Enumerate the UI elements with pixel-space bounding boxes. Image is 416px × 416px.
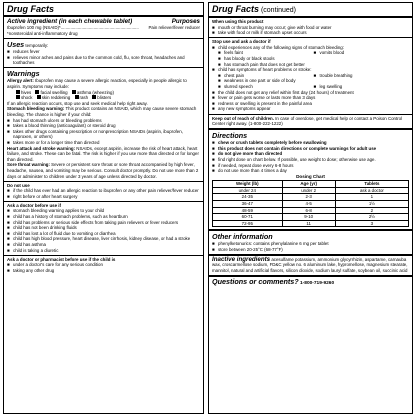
heart-sign: ■ slurred speech	[218, 84, 314, 90]
uses-item: ■ relieves minor aches and pains due to the common cold, flu, sore throat, headaches and toothaches	[7, 55, 200, 66]
dosing-row	[213, 187, 409, 194]
symptom: rash	[79, 95, 89, 101]
dosing-cell: 9-10	[282, 214, 335, 221]
directions-item: ■ do not give more than directed	[212, 151, 409, 157]
inactive-section	[209, 256, 412, 277]
bleeding-sign: ■ has stomach pain that does not get better	[218, 62, 409, 68]
heart-text: NSAIDs, except aspirin, increase the risk of heart attack, heart failure, and stroke. These can be fatal. The risk is higher if you use more than directed or for longer than directed.	[7, 145, 199, 162]
symptom: hives	[21, 89, 32, 95]
do-not-use-heading: Do not use	[7, 182, 30, 188]
dosing-cell: under 2	[282, 187, 335, 194]
when-using-heading: When using this product	[212, 19, 264, 24]
directions-item: ■ if needed, repeat dose every 6-8 hours	[212, 163, 409, 169]
stomach-label: Stomach bleeding warning:	[7, 106, 65, 112]
directions-section	[209, 130, 412, 231]
left-title: Drug Facts	[4, 3, 203, 17]
do-not-use-item: ■ if the child has ever had an allergic reaction to ibuprofen or any other pain reliever/fever reducer	[7, 188, 200, 194]
stomach-item: ■ takes other drugs containing prescription or nonprescription NSAIDs (aspirin, ibuprofen, naproxen, or others)	[7, 129, 200, 140]
inactive-heading: Inactive ingredients	[212, 255, 271, 263]
keep-out-text: In case of overdose, get medical help or contact a Poison Control Center right away. (1-800-222-1222)	[212, 115, 403, 127]
dosing-cell: 4-5	[282, 201, 335, 208]
dosing-chart-title: Dosing Chart	[296, 173, 325, 179]
right-title	[209, 3, 412, 18]
questions-phone: 1-800-719-9260	[298, 280, 335, 286]
heart-sign: ■ trouble breathing	[314, 73, 410, 79]
drug-facts-left-panel	[3, 2, 204, 414]
dosing-cell: 72-95	[213, 220, 283, 227]
ask-pharmacist-item: ■ taking any other drug	[7, 268, 200, 274]
dosing-cell: 36-47	[213, 201, 283, 208]
ask-doctor-item: ■ child has problems or serious side effects from taking pain relievers or fever reducers	[7, 220, 200, 226]
questions-section	[209, 277, 412, 288]
stop-use-item: ■ any new symptoms appear	[212, 106, 409, 112]
dosing-row	[213, 201, 409, 208]
inactive-text: acesulfame potassium, ammonium glycyrrhizin, aspartame, carnauba wax, croscarmellose sodium, FD&C yellow no. 6 aluminum lake, hypromellose, magnesium stearate, mannitol, natural and artificial flavors, silicon dioxide, sodium lauryl sulfate, soybean oil, succinic acid	[212, 256, 408, 273]
leader-dots: ................................................................	[60, 25, 139, 31]
other-info-item: ■ store between 20-25°C (68-77°F)	[212, 247, 409, 253]
uses-lead: temporarily:	[24, 43, 49, 49]
heart-sign: ■ chest pain	[218, 73, 314, 79]
directions-item: ■ find right dose on chart below. If possible, use weight to dose; otherwise use age.	[212, 157, 409, 163]
stomach-text: This product contains an NSAID, which may cause severe stomach bleeding. The chance is higher if your child:	[7, 106, 197, 117]
throat-label: Sore throat warning:	[7, 162, 50, 168]
allergy-after: If an allergic reaction occurs, stop use and seek medical help right away.	[7, 100, 148, 106]
active-heading: Active ingredient (in each chewable tablet)	[7, 18, 133, 25]
dosing-header: Tablets	[335, 181, 408, 188]
active-ingredient-section	[4, 17, 203, 39]
allergy-text: Ibuprofen may cause a severe allergic reaction, especially in people allergic to aspirin. Symptoms may include:	[7, 78, 187, 89]
dosing-cell: 24-35	[213, 194, 283, 201]
ask-pharmacist-heading: Ask a doctor or pharmacist before use if the child is	[7, 256, 116, 262]
dosing-cell: 1	[335, 194, 408, 201]
stop-use-item: ■ the child does not get any relief within first day (24 hours) of treatment	[212, 90, 409, 96]
dosing-cell: 48-59	[213, 207, 283, 214]
questions-label: Questions or comments?	[212, 276, 299, 286]
other-info-heading: Other information	[212, 231, 273, 241]
nsaid-note: *nonsteroidal anti-inflammatory drug	[7, 31, 78, 37]
dosing-cell: 2	[335, 207, 408, 214]
do-not-use-item: ■ right before or after heart surgery	[7, 194, 200, 200]
uses-heading: Uses	[7, 40, 25, 50]
dosing-cell: ask a doctor	[335, 187, 408, 194]
dosing-cell: 2½	[335, 214, 408, 221]
directions-item: ■ do not use more than 4 times a day	[212, 168, 409, 174]
dosing-header: Weight (lb)	[213, 181, 283, 188]
continued-label: (continued)	[259, 7, 296, 14]
ask-pharmacist-section	[4, 256, 203, 275]
warnings-section	[4, 68, 203, 181]
symptom: blisters	[97, 95, 112, 101]
dosing-row	[213, 214, 409, 221]
heart-sign: ■ leg swelling	[314, 84, 410, 90]
symptom: facial swelling	[40, 89, 68, 95]
dosing-cell: 60-71	[213, 214, 283, 221]
stop-use-section	[209, 38, 412, 114]
allergy-label: Allergy alert:	[7, 78, 34, 84]
when-using-section	[209, 18, 412, 38]
throat-text: Severe or persistent sore throat or sore throat accompanied by high fever, headache, nausea, and vomiting may be serious. Consult doctor promptly. Do not use more than 2 days or administer to children under 3 years of age unless directed by doctor.	[7, 162, 199, 179]
stomach-item: ■ takes a blood thinning (anticoagulant) or steroid drug	[7, 123, 200, 129]
stomach-item: ■ takes more or for a longer time than directed	[7, 140, 200, 146]
symptom: asthma (wheezing)	[76, 89, 114, 95]
dosing-cell: 3	[335, 220, 408, 227]
dosing-cell: 6-8	[282, 207, 335, 214]
drug-facts-right-panel	[208, 2, 413, 414]
ask-doctor-item: ■ child has asthma	[7, 242, 200, 248]
ask-doctor-heading: Ask a doctor before use if	[7, 202, 61, 208]
stop-use-item: ■ fever or pain gets worse or lasts more than 3 days	[212, 95, 409, 101]
dosing-cell: 2-3	[282, 194, 335, 201]
dosing-row	[213, 220, 409, 227]
dosing-row	[213, 207, 409, 214]
keep-out-section	[209, 115, 412, 131]
active-line: Ibuprofen 100 mg (NSAID)*	[7, 25, 61, 31]
dosing-row	[213, 194, 409, 201]
right-title-text: Drug Facts	[212, 4, 260, 14]
dosing-chart	[212, 180, 409, 227]
ask-doctor-item: ■ child has high blood pressure, heart disease, liver cirrhosis, kidney disease, or had a stroke	[7, 236, 200, 242]
stomach-item: ■ has had stomach ulcers or bleeding problems	[7, 118, 200, 124]
when-using-item: ■ mouth or throat burning may occur; give with food or water	[212, 25, 409, 31]
ask-doctor-section	[4, 202, 203, 256]
stop-use-item: ■ child experiences any of the following signs of stomach bleeding:	[212, 45, 409, 51]
ask-doctor-item: ■ child has not been drinking fluids	[7, 225, 200, 231]
stop-use-item: ■ child has symptoms of heart problems or stroke:	[212, 67, 409, 73]
ask-doctor-item: ■ child has a history of stomach problems, such as heartburn	[7, 214, 200, 220]
ask-doctor-item: ■ child has lost a lot of fluid due to vomiting or diarrhea	[7, 231, 200, 237]
dosing-header: Age (yr)	[282, 181, 335, 188]
dosing-cell: 1½	[335, 201, 408, 208]
symptom: skin reddening	[41, 95, 71, 101]
directions-heading: Directions	[212, 131, 248, 141]
heart-sign: ■ weakness in one part or side of body	[218, 78, 409, 84]
uses-item: ■ reduces fever	[7, 49, 200, 55]
other-info-item: ■ phenylketonurics: contains phenylalanine 6 mg per tablet	[212, 241, 409, 247]
symptom: shock	[21, 95, 33, 101]
stop-use-item: ■ redness or swelling is present in the painful area	[212, 101, 409, 107]
ask-doctor-item: ■ child is taking a diuretic	[7, 248, 200, 254]
dosing-cell: 11	[282, 220, 335, 227]
uses-section	[4, 39, 203, 68]
when-using-item: ■ take with food or milk if stomach upset occurs	[212, 30, 409, 36]
dosing-cell: under 24	[213, 187, 283, 194]
do-not-use-section	[4, 182, 203, 202]
ask-doctor-item: ■ stomach bleeding warning applies to your child	[7, 208, 200, 214]
directions-item: ■ chew or crush tablets completely before swallowing	[212, 140, 409, 146]
bleeding-sign: ■ has bloody or black stools	[218, 56, 409, 62]
purposes-heading: Purposes	[171, 18, 200, 25]
keep-out-label: Keep out of reach of children.	[212, 115, 274, 121]
ask-pharmacist-item: ■ under a doctor's care for any serious condition	[7, 262, 200, 268]
stop-use-heading: Stop use and ask a doctor if	[212, 39, 271, 45]
bleeding-sign: ■ feels faint	[218, 50, 314, 56]
active-purpose: Pain reliever/fever reducer	[148, 25, 200, 31]
bleeding-sign: ■ vomits blood	[314, 50, 410, 56]
heart-label: Heart attack and stroke warning:	[7, 145, 76, 151]
warnings-heading: Warnings	[7, 69, 40, 79]
directions-item: ■ this product does not contain directions or complete warnings for adult use	[212, 146, 409, 152]
other-info-section	[209, 231, 412, 256]
